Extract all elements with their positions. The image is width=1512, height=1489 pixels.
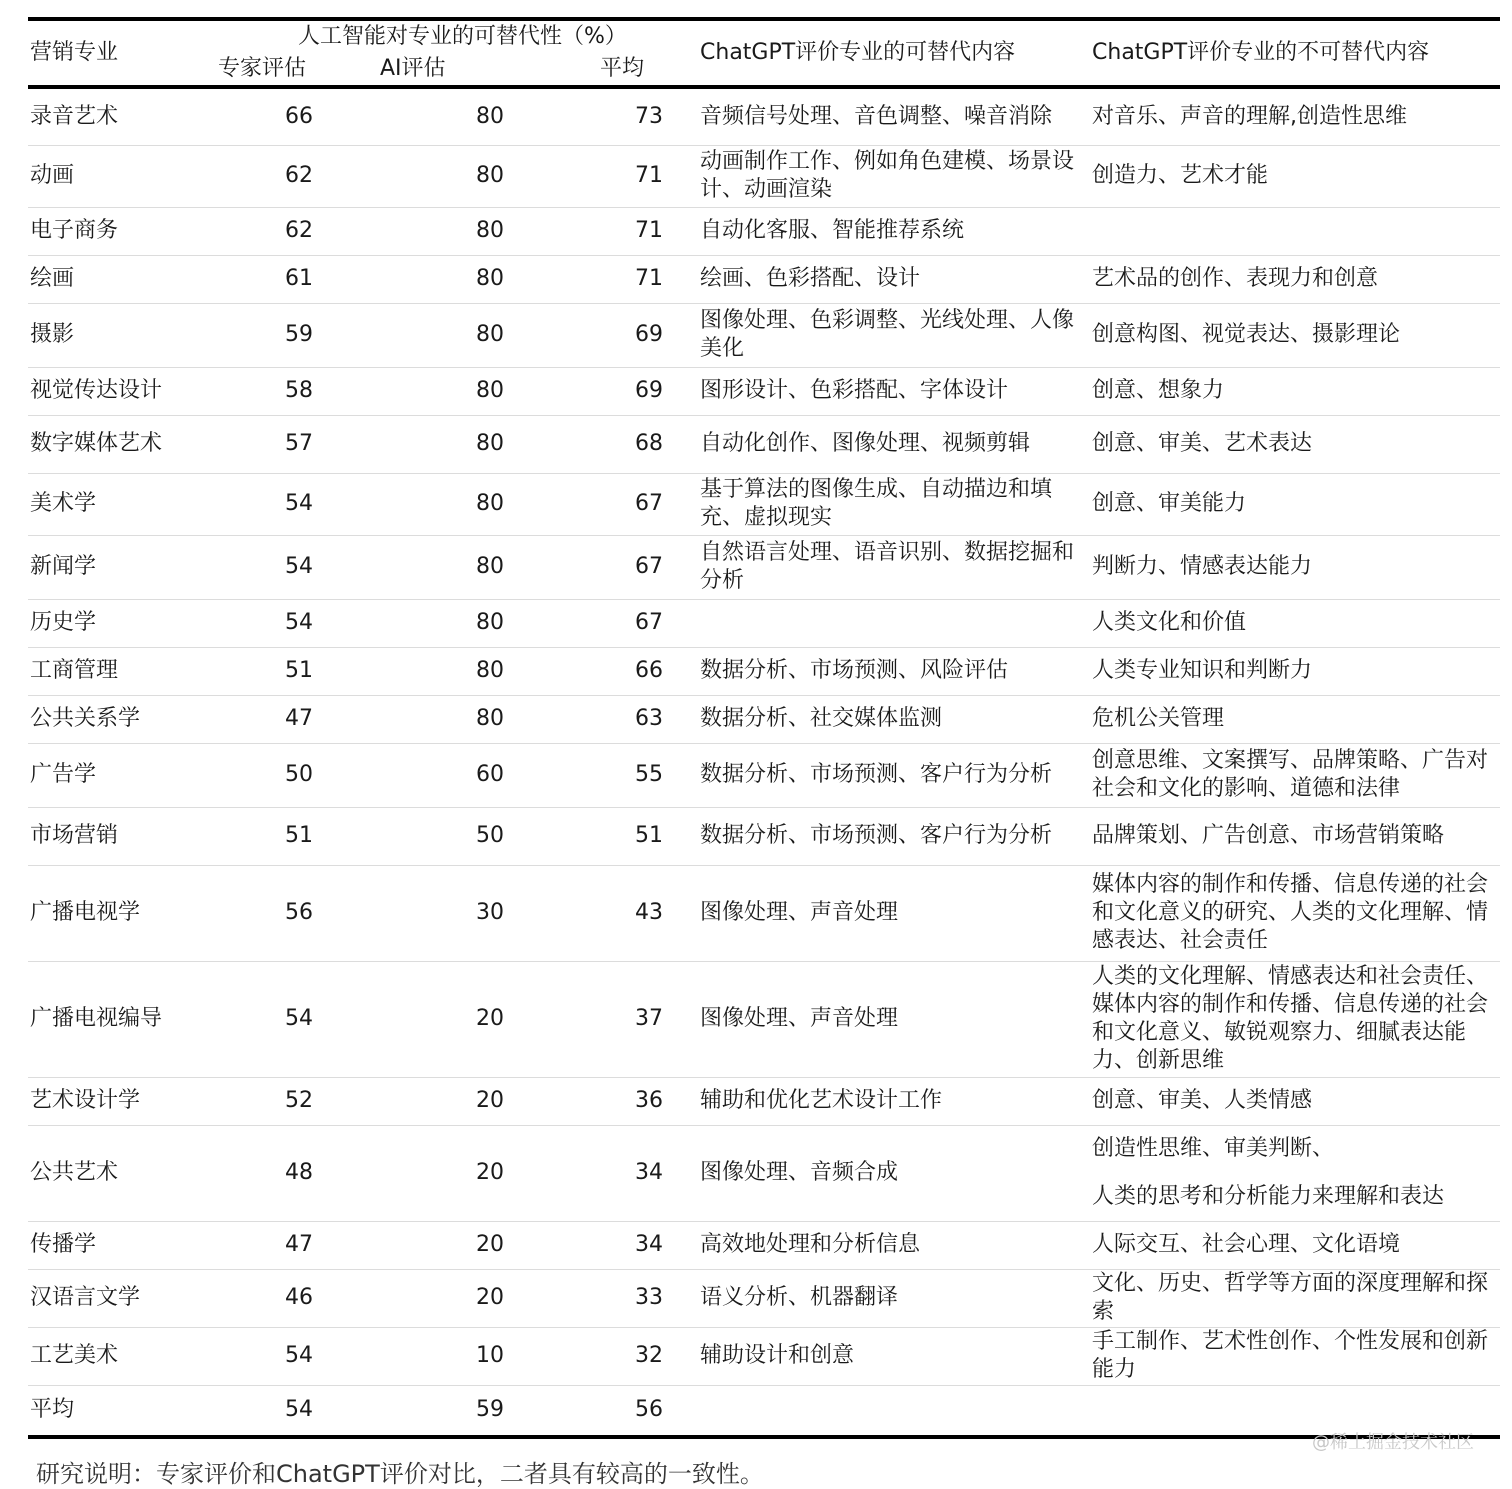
cell-major: 广播电视编导	[30, 1006, 163, 1031]
cell-replaceable: 数据分析、市场预测、风险评估	[700, 658, 1009, 683]
cell-ai: 80	[476, 610, 504, 635]
cell-irreplaceable: 创意、审美、艺术表达	[1092, 431, 1313, 456]
cell-major: 历史学	[30, 610, 97, 635]
cell-expert: 51	[285, 658, 313, 683]
table-row	[28, 807, 1500, 865]
table-row	[28, 303, 1500, 367]
cell-ai: 20	[476, 1006, 504, 1031]
cell-major: 工艺美术	[30, 1343, 119, 1368]
table-row	[28, 865, 1500, 961]
table-row	[28, 207, 1500, 255]
cell-irreplaceable: 创意、审美、人类情感	[1092, 1088, 1313, 1113]
cell-major: 市场营销	[30, 823, 119, 848]
cell-replaceable: 高效地处理和分析信息	[700, 1232, 921, 1257]
cell-ai: 50	[476, 823, 504, 848]
cell-irreplaceable: 危机公关管理	[1092, 706, 1225, 731]
cell-major: 新闻学	[30, 554, 97, 579]
cell-expert: 54	[285, 554, 313, 579]
header-avg: 平均	[600, 56, 645, 81]
cell-avg: 69	[635, 378, 663, 403]
table-row	[28, 1125, 1500, 1221]
header-replaceable: ChatGPT评价专业的可替代内容	[700, 40, 1016, 65]
cell-replaceable: 自然语言处理、语音识别、数据挖掘和分析	[700, 540, 1075, 593]
cell-major: 摄影	[30, 322, 75, 347]
cell-expert: 47	[285, 1232, 313, 1257]
cell-expert: 62	[285, 218, 313, 243]
header-expert: 专家评估	[218, 56, 307, 81]
cell-irreplaceable: 人类文化和价值	[1092, 610, 1247, 635]
cell-replaceable: 图像处理、音频合成	[700, 1160, 899, 1185]
cell-major: 传播学	[30, 1232, 97, 1257]
cell-avg: 71	[635, 266, 663, 291]
cell-replaceable: 辅助和优化艺术设计工作	[700, 1088, 943, 1113]
cell-major: 广告学	[30, 762, 97, 787]
cell-irreplaceable: 创意、审美能力	[1092, 491, 1247, 516]
cell-expert: 57	[285, 431, 313, 456]
cell-expert: 59	[285, 322, 313, 347]
table-row	[28, 1077, 1500, 1125]
cell-replaceable: 图像处理、声音处理	[700, 1006, 899, 1031]
header-ai: AI评估	[380, 56, 446, 81]
cell-major: 工商管理	[30, 658, 119, 683]
table-row	[28, 647, 1500, 695]
cell-avg: 32	[635, 1343, 663, 1368]
cell-ai: 80	[476, 554, 504, 579]
cell-irreplaceable-line: 创造性思维、审美判断、	[1092, 1136, 1335, 1161]
cell-replaceable: 数据分析、市场预测、客户行为分析	[700, 823, 1053, 848]
table-row	[28, 1269, 1500, 1327]
cell-major: 公共关系学	[30, 706, 141, 731]
cell-expert: 61	[285, 266, 313, 291]
cell-ai: 80	[476, 218, 504, 243]
cell-major: 美术学	[30, 491, 97, 516]
cell-avg: 51	[635, 823, 663, 848]
cell-replaceable: 图形设计、色彩搭配、字体设计	[700, 378, 1009, 403]
cell-ai: 80	[476, 706, 504, 731]
cell-expert: 48	[285, 1160, 313, 1185]
cell-replaceable: 绘画、色彩搭配、设计	[700, 266, 921, 291]
cell-expert: 62	[285, 163, 313, 188]
cell-expert: 46	[285, 1285, 313, 1310]
cell-irreplaceable	[1090, 207, 1500, 255]
cell-replaceable: 数据分析、市场预测、客户行为分析	[700, 762, 1053, 787]
cell-ai: 20	[476, 1285, 504, 1310]
table-row	[28, 1327, 1500, 1385]
cell-expert: 52	[285, 1088, 313, 1113]
cell-ai: 80	[476, 378, 504, 403]
major-substitutability-table	[28, 17, 1500, 1439]
cell-major: 汉语言文学	[30, 1285, 141, 1310]
cell-expert: 54	[285, 1006, 313, 1031]
cell-irreplaceable: 创意思维、文案撰写、品牌策略、广告对社会和文化的影响、道德和法律	[1092, 748, 1489, 801]
cell-avg: 67	[635, 554, 663, 579]
cell-avg: 71	[635, 218, 663, 243]
cell-avg: 67	[635, 610, 663, 635]
cell-ai: 59	[476, 1397, 504, 1423]
cell-irreplaceable	[1090, 1125, 1500, 1221]
table-row	[28, 961, 1500, 1077]
cell-expert: 50	[285, 762, 313, 787]
cell-avg: 67	[635, 491, 663, 516]
cell-avg: 71	[635, 163, 663, 188]
table-row	[28, 87, 1500, 145]
cell-irreplaceable-line: 人类的思考和分析能力来理解和表达	[1092, 1184, 1445, 1209]
cell-irreplaceable: 对音乐、声音的理解,创造性思维	[1092, 103, 1408, 129]
cell-replaceable: 基于算法的图像生成、自动描边和填充、虚拟现实	[700, 477, 1053, 530]
cell-expert: 56	[285, 900, 313, 925]
cell-avg: 56	[635, 1397, 663, 1423]
cell-ai: 10	[476, 1343, 504, 1368]
cell-major: 视觉传达设计	[30, 378, 163, 403]
watermark: @稀土掘金技术社区	[1312, 1432, 1474, 1453]
cell-replaceable: 辅助设计和创意	[700, 1343, 855, 1368]
cell-ai: 80	[476, 266, 504, 291]
footnote: 研究说明：专家评价和ChatGPT评价对比，二者具有较高的一致性。	[36, 1460, 764, 1488]
cell-ai: 80	[476, 431, 504, 456]
cell-avg: 43	[635, 900, 663, 925]
table-row	[28, 255, 1500, 303]
cell-major: 动画	[30, 163, 75, 188]
table-row	[28, 367, 1500, 415]
cell-expert: 54	[285, 491, 313, 516]
table-body	[28, 87, 1500, 1437]
table-row	[28, 415, 1500, 473]
cell-ai: 80	[476, 491, 504, 516]
header-major: 营销专业	[30, 40, 119, 65]
cell-expert: 66	[285, 103, 313, 129]
cell-replaceable: 数据分析、社交媒体监测	[700, 706, 943, 731]
table-row	[28, 535, 1500, 599]
cell-irreplaceable: 媒体内容的制作和传播、信息传递的社会和文化意义的研究、人类的文化理解、情感表达、社会责任	[1092, 872, 1489, 953]
cell-replaceable: 自动化创作、图像处理、视频剪辑	[700, 431, 1031, 456]
cell-avg: 34	[635, 1160, 663, 1185]
cell-ai: 20	[476, 1160, 504, 1185]
cell-replaceable	[698, 599, 1090, 647]
cell-expert: 58	[285, 378, 313, 403]
header-irreplaceable: ChatGPT评价专业的不可替代内容	[1092, 40, 1430, 65]
header-group-label: 人工智能对专业的可替代性（%）	[298, 24, 627, 49]
cell-replaceable: 动画制作工作、例如角色建模、场景设计、动画渲染	[700, 149, 1075, 202]
cell-expert: 54	[285, 1343, 313, 1368]
cell-ai: 80	[476, 658, 504, 683]
cell-major: 绘画	[30, 266, 75, 291]
cell-irreplaceable: 创意、想象力	[1092, 378, 1225, 403]
table-row	[28, 1221, 1500, 1269]
cell-irreplaceable: 创造力、艺术才能	[1092, 163, 1269, 188]
table-row	[28, 145, 1500, 207]
table-header	[28, 19, 1500, 87]
cell-irreplaceable: 人际交互、社会心理、文化语境	[1092, 1232, 1401, 1257]
cell-major: 艺术设计学	[30, 1088, 141, 1113]
cell-irreplaceable: 文化、历史、哲学等方面的深度理解和探索	[1092, 1271, 1489, 1324]
cell-replaceable: 图像处理、色彩调整、光线处理、人像美化	[700, 308, 1075, 361]
cell-irreplaceable: 人类专业知识和判断力	[1092, 658, 1313, 683]
cell-ai: 60	[476, 762, 504, 787]
cell-ai: 30	[476, 900, 504, 925]
cell-major: 公共艺术	[30, 1160, 119, 1185]
cell-avg: 33	[635, 1285, 663, 1310]
cell-major: 数字媒体艺术	[30, 431, 163, 456]
cell-avg: 34	[635, 1232, 663, 1257]
cell-irreplaceable: 判断力、情感表达能力	[1092, 554, 1313, 579]
cell-avg: 55	[635, 762, 663, 787]
cell-ai: 80	[476, 322, 504, 347]
cell-major: 录音艺术	[30, 103, 119, 129]
cell-avg: 37	[635, 1006, 663, 1031]
cell-avg: 69	[635, 322, 663, 347]
table-row	[28, 695, 1500, 743]
cell-irreplaceable: 艺术品的创作、表现力和创意	[1092, 266, 1379, 291]
cell-irreplaceable: 创意构图、视觉表达、摄影理论	[1092, 322, 1401, 347]
table-row	[28, 599, 1500, 647]
cell-expert: 54	[285, 610, 313, 635]
cell-major: 平均	[30, 1397, 75, 1423]
cell-irreplaceable: 人类的文化理解、情感表达和社会责任、媒体内容的制作和传播、信息传递的社会和文化意义、敏锐观察力、细腻表达能力、创新思维	[1092, 964, 1489, 1073]
cell-replaceable: 图像处理、声音处理	[700, 900, 899, 925]
cell-avg: 36	[635, 1088, 663, 1113]
table-row	[28, 743, 1500, 807]
cell-irreplaceable: 手工制作、艺术性创作、个性发展和创新能力	[1092, 1329, 1489, 1382]
cell-irreplaceable: 品牌策划、广告创意、市场营销策略	[1092, 823, 1445, 848]
cell-avg: 63	[635, 706, 663, 731]
table-row	[28, 473, 1500, 535]
cell-ai: 80	[476, 163, 504, 188]
table-row	[28, 1385, 1500, 1437]
cell-avg: 68	[635, 431, 663, 456]
cell-expert: 54	[285, 1397, 313, 1423]
cell-ai: 20	[476, 1232, 504, 1257]
cell-major: 广播电视学	[30, 900, 141, 925]
cell-replaceable: 自动化客服、智能推荐系统	[700, 218, 965, 243]
cell-major: 电子商务	[30, 218, 119, 243]
cell-avg: 66	[635, 658, 663, 683]
cell-avg: 73	[635, 103, 663, 129]
cell-expert: 51	[285, 823, 313, 848]
cell-replaceable	[698, 1385, 1090, 1437]
cell-ai: 80	[476, 103, 504, 129]
cell-replaceable: 语义分析、机器翻译	[700, 1285, 899, 1310]
cell-ai: 20	[476, 1088, 504, 1113]
cell-replaceable: 音频信号处理、音色调整、噪音消除	[700, 103, 1053, 129]
cell-expert: 47	[285, 706, 313, 731]
